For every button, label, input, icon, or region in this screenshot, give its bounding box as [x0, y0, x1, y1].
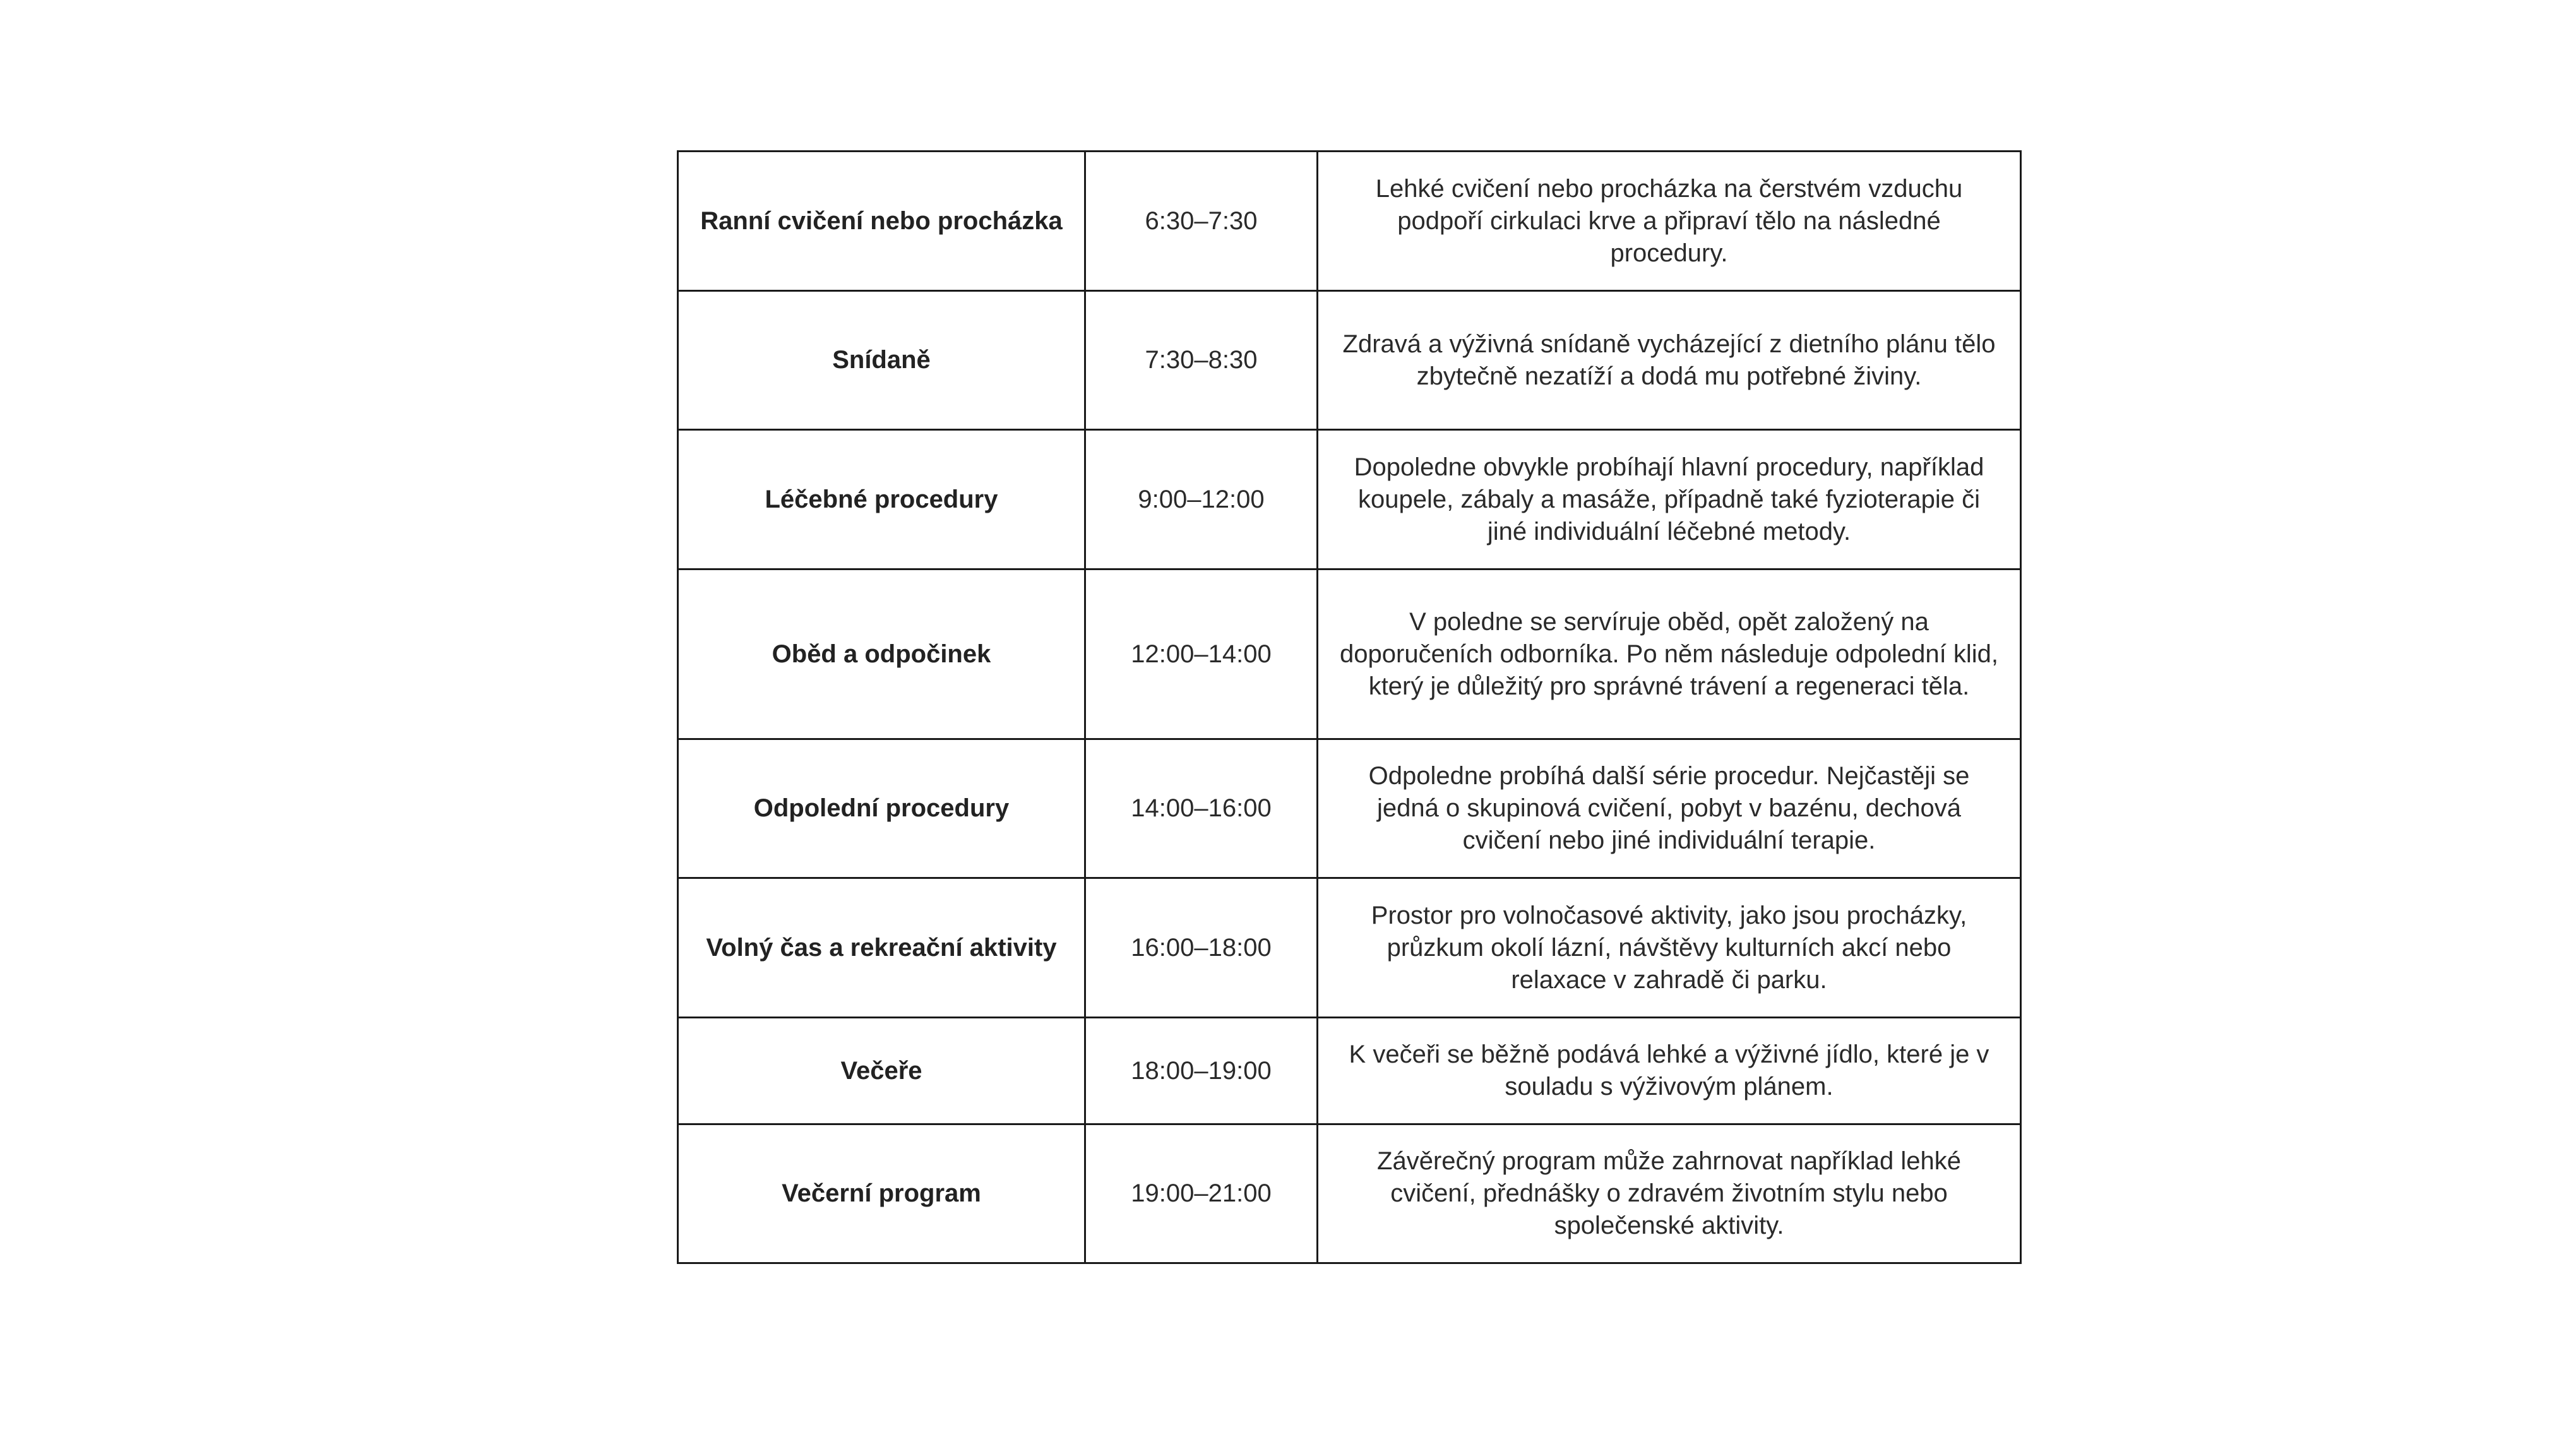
- time-cell: 7:30–8:30: [1085, 291, 1318, 430]
- table-row: [678, 1018, 2021, 1124]
- description-cell: Dopoledne obvykle probíhají hlavní procedury, například koupele, zábaly a masáže, případně také fyzioterapie či jiné individuální léčebné metody.: [1318, 430, 2021, 569]
- description-cell: K večeři se běžně podává lehké a výživné jídlo, které je v souladu s výživovým plánem.: [1318, 1018, 2021, 1124]
- table-row: [678, 152, 2021, 291]
- description-cell: V poledne se servíruje oběd, opět založený na doporučeních odborníka. Po něm následuje odpolední klid, který je důležitý pro správné trávení a regeneraci těla.: [1318, 569, 2021, 739]
- time-cell: 18:00–19:00: [1085, 1018, 1318, 1124]
- time-cell: 9:00–12:00: [1085, 430, 1318, 569]
- activity-cell: Léčebné procedury: [678, 430, 1085, 569]
- time-cell: 14:00–16:00: [1085, 739, 1318, 878]
- activity-cell: Večerní program: [678, 1124, 1085, 1263]
- description-cell: Lehké cvičení nebo procházka na čerstvém vzduchu podpoří cirkulaci krve a připraví tělo na následné procedury.: [1318, 152, 2021, 291]
- time-cell: 6:30–7:30: [1085, 152, 1318, 291]
- table-row: [678, 878, 2021, 1018]
- description-cell: Prostor pro volnočasové aktivity, jako jsou procházky, průzkum okolí lázní, návštěvy kulturních akcí nebo relaxace v zahradě či parku.: [1318, 878, 2021, 1018]
- activity-cell: Oběd a odpočinek: [678, 569, 1085, 739]
- description-cell: Zdravá a výživná snídaně vycházející z dietního plánu tělo zbytečně nezatíží a dodá mu potřebné živiny.: [1318, 291, 2021, 430]
- table-row: [678, 569, 2021, 739]
- activity-cell: Ranní cvičení nebo procházka: [678, 152, 1085, 291]
- description-cell: Závěrečný program může zahrnovat například lehké cvičení, přednášky o zdravém životním stylu nebo společenské aktivity.: [1318, 1124, 2021, 1263]
- time-cell: 16:00–18:00: [1085, 878, 1318, 1018]
- table-row: [678, 1124, 2021, 1263]
- table-row: [678, 291, 2021, 430]
- schedule-table: [677, 150, 2022, 1264]
- activity-cell: Odpolední procedury: [678, 739, 1085, 878]
- time-cell: 12:00–14:00: [1085, 569, 1318, 739]
- description-cell: Odpoledne probíhá další série procedur. Nejčastěji se jedná o skupinová cvičení, pobyt v bazénu, dechová cvičení nebo jiné individuální terapie.: [1318, 739, 2021, 878]
- time-cell: 19:00–21:00: [1085, 1124, 1318, 1263]
- activity-cell: Večeře: [678, 1018, 1085, 1124]
- activity-cell: Snídaně: [678, 291, 1085, 430]
- activity-cell: Volný čas a rekreační aktivity: [678, 878, 1085, 1018]
- table-row: [678, 430, 2021, 569]
- table-row: [678, 739, 2021, 878]
